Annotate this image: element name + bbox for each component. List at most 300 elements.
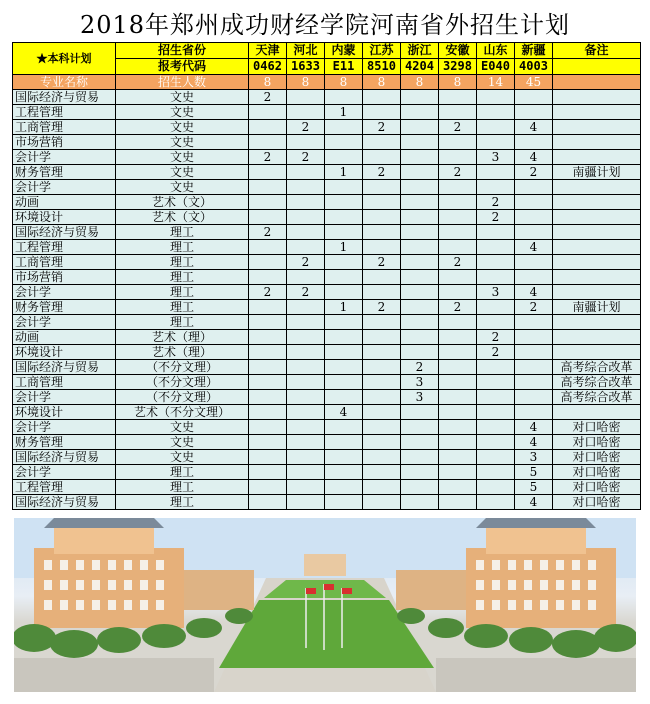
count-cell: [401, 465, 439, 480]
category-cell: 理工: [116, 480, 249, 495]
remark-cell: [553, 195, 641, 210]
count-cell: [325, 90, 363, 105]
table-row: [13, 315, 641, 330]
category-cell: 文史: [116, 90, 249, 105]
category-cell: （不分文理）: [116, 390, 249, 405]
table-row: [13, 270, 641, 285]
category-cell: 艺术（理）: [116, 345, 249, 360]
count-cell: [477, 435, 515, 450]
count-cell: 1: [325, 165, 363, 180]
table-row: [13, 105, 641, 120]
count-cell: [325, 435, 363, 450]
count-cell: [401, 330, 439, 345]
exam-code: E040: [477, 59, 515, 75]
remark-code-empty: [553, 59, 641, 75]
major-name-cell: 市场营销: [13, 270, 116, 285]
table-row: [13, 120, 641, 135]
count-cell: [249, 315, 287, 330]
table-row: [13, 210, 641, 225]
plan-rows: [13, 90, 641, 510]
count-cell: [477, 135, 515, 150]
count-cell: [363, 105, 401, 120]
count-cell: [249, 465, 287, 480]
count-cell: [477, 120, 515, 135]
count-cell: [249, 405, 287, 420]
count-cell: [287, 465, 325, 480]
count-cell: [287, 105, 325, 120]
count-cell: [287, 450, 325, 465]
plan-type-label: ★本科计划: [13, 43, 116, 75]
count-cell: [287, 270, 325, 285]
count-cell: [249, 345, 287, 360]
exam-code: E11: [325, 59, 363, 75]
count-cell: 2: [249, 90, 287, 105]
remark-cell: 对口哈密: [553, 465, 641, 480]
count-cell: [401, 480, 439, 495]
count-cell: [515, 210, 553, 225]
remark-cell: [553, 315, 641, 330]
major-name-cell: 会计学: [13, 150, 116, 165]
category-cell: 文史: [116, 135, 249, 150]
count-cell: [363, 225, 401, 240]
table-row: [13, 465, 641, 480]
count-cell: [249, 120, 287, 135]
exam-code: 4003: [515, 59, 553, 75]
remark-cell: 对口哈密: [553, 420, 641, 435]
count-cell: [287, 180, 325, 195]
count-cell: 2: [249, 285, 287, 300]
count-cell: [249, 195, 287, 210]
count-cell: [325, 330, 363, 345]
count-cell: [325, 120, 363, 135]
header-row-quotas: [13, 75, 641, 90]
category-cell: 艺术（理）: [116, 330, 249, 345]
count-cell: 2: [401, 360, 439, 375]
major-name-cell: 国际经济与贸易: [13, 360, 116, 375]
exam-code: 4204: [401, 59, 439, 75]
count-cell: [325, 420, 363, 435]
count-cell: 2: [363, 165, 401, 180]
count-cell: [325, 225, 363, 240]
count-cell: [401, 240, 439, 255]
count-cell: [325, 180, 363, 195]
count-cell: [363, 495, 401, 510]
count-cell: 4: [515, 420, 553, 435]
count-cell: [249, 480, 287, 495]
quota-value: 8: [287, 75, 325, 90]
category-cell: （不分文理）: [116, 360, 249, 375]
count-cell: 2: [287, 120, 325, 135]
count-cell: [287, 135, 325, 150]
table-row: [13, 375, 641, 390]
campus-photo: [14, 518, 636, 692]
count-cell: [515, 195, 553, 210]
category-cell: 文史: [116, 165, 249, 180]
table-row: [13, 480, 641, 495]
count-cell: [439, 210, 477, 225]
count-cell: [477, 270, 515, 285]
province-name: 天津: [249, 43, 287, 59]
count-cell: [439, 435, 477, 450]
table-row: [13, 150, 641, 165]
major-name-cell: 国际经济与贸易: [13, 495, 116, 510]
table-row: [13, 390, 641, 405]
category-cell: 艺术（文）: [116, 195, 249, 210]
province-name: 内蒙: [325, 43, 363, 59]
province-name: 安徽: [439, 43, 477, 59]
count-cell: 2: [363, 255, 401, 270]
major-name-cell: 工程管理: [13, 240, 116, 255]
count-cell: 3: [477, 150, 515, 165]
count-cell: [401, 495, 439, 510]
remark-cell: 南疆计划: [553, 300, 641, 315]
count-cell: [249, 375, 287, 390]
table-row: [13, 345, 641, 360]
count-cell: [249, 240, 287, 255]
count-cell: [287, 480, 325, 495]
count-cell: 4: [515, 120, 553, 135]
count-cell: [477, 465, 515, 480]
count-cell: [439, 375, 477, 390]
major-name-cell: 动画: [13, 330, 116, 345]
count-cell: [287, 375, 325, 390]
count-cell: 1: [325, 105, 363, 120]
category-cell: 理工: [116, 495, 249, 510]
category-cell: 理工: [116, 240, 249, 255]
remark-cell: [553, 120, 641, 135]
count-cell: 4: [325, 405, 363, 420]
count-cell: [287, 90, 325, 105]
remark-cell: [553, 150, 641, 165]
count-cell: [439, 450, 477, 465]
count-cell: [287, 435, 325, 450]
count-cell: [325, 375, 363, 390]
count-cell: [325, 480, 363, 495]
count-cell: [477, 180, 515, 195]
category-cell: 理工: [116, 285, 249, 300]
quota-value: 8: [401, 75, 439, 90]
major-name-cell: 财务管理: [13, 435, 116, 450]
count-cell: [477, 240, 515, 255]
enrollment-plan-table: [12, 42, 641, 510]
count-cell: 2: [515, 300, 553, 315]
count-cell: 4: [515, 435, 553, 450]
remark-cell: 对口哈密: [553, 495, 641, 510]
table-row: [13, 225, 641, 240]
remark-cell: [553, 225, 641, 240]
count-cell: [439, 150, 477, 165]
count-cell: [515, 390, 553, 405]
count-cell: [325, 210, 363, 225]
count-cell: 3: [401, 390, 439, 405]
table-row: [13, 405, 641, 420]
table-row: [13, 135, 641, 150]
count-cell: [515, 105, 553, 120]
count-cell: [249, 165, 287, 180]
count-cell: [287, 495, 325, 510]
remark-cell: [553, 135, 641, 150]
category-cell: 理工: [116, 315, 249, 330]
count-cell: [325, 345, 363, 360]
count-cell: 2: [439, 255, 477, 270]
major-name-cell: 环境设计: [13, 210, 116, 225]
count-cell: [439, 495, 477, 510]
count-cell: [439, 465, 477, 480]
count-cell: 2: [439, 165, 477, 180]
count-cell: 2: [249, 225, 287, 240]
table-row: [13, 330, 641, 345]
table-row: [13, 195, 641, 210]
major-name-cell: 会计学: [13, 180, 116, 195]
quota-value: 45: [515, 75, 553, 90]
count-cell: [363, 240, 401, 255]
count-cell: [325, 315, 363, 330]
count-cell: [477, 480, 515, 495]
count-cell: [249, 330, 287, 345]
count-cell: [325, 285, 363, 300]
count-cell: [249, 450, 287, 465]
count-cell: 4: [515, 495, 553, 510]
count-cell: [477, 390, 515, 405]
count-cell: [515, 225, 553, 240]
count-cell: 5: [515, 465, 553, 480]
table-row: [13, 300, 641, 315]
count-cell: [401, 270, 439, 285]
count-cell: [249, 435, 287, 450]
count-cell: [401, 255, 439, 270]
category-cell: 文史: [116, 450, 249, 465]
count-cell: [249, 390, 287, 405]
count-cell: [401, 105, 439, 120]
province-name: 浙江: [401, 43, 439, 59]
count-cell: [515, 90, 553, 105]
count-cell: [249, 135, 287, 150]
count-cell: 2: [439, 300, 477, 315]
quota-remark-empty: [553, 75, 641, 90]
major-name-cell: 会计学: [13, 390, 116, 405]
code-header-label: 报考代码: [116, 59, 249, 75]
remark-cell: [553, 270, 641, 285]
category-cell: 文史: [116, 105, 249, 120]
count-cell: [515, 375, 553, 390]
count-cell: 2: [287, 285, 325, 300]
count-cell: [477, 375, 515, 390]
table-row: [13, 165, 641, 180]
major-name-cell: 工商管理: [13, 375, 116, 390]
count-cell: [439, 180, 477, 195]
remark-cell: 对口哈密: [553, 480, 641, 495]
count-cell: 4: [515, 240, 553, 255]
count-cell: [363, 195, 401, 210]
count-cell: [439, 330, 477, 345]
count-cell: [363, 330, 401, 345]
count-cell: 1: [325, 240, 363, 255]
count-cell: [515, 135, 553, 150]
count-cell: 2: [287, 150, 325, 165]
province-header-label: 招生省份: [116, 43, 249, 59]
count-cell: [363, 315, 401, 330]
remark-cell: 高考综合改革: [553, 390, 641, 405]
count-cell: [287, 210, 325, 225]
table-row: [13, 450, 641, 465]
count-cell: [401, 180, 439, 195]
count-cell: 4: [515, 150, 553, 165]
count-cell: [249, 210, 287, 225]
count-cell: [439, 480, 477, 495]
exam-code: 3298: [439, 59, 477, 75]
remark-cell: [553, 345, 641, 360]
count-cell: [249, 420, 287, 435]
count-cell: 2: [287, 255, 325, 270]
count-cell: [325, 465, 363, 480]
major-name-cell: 国际经济与贸易: [13, 90, 116, 105]
count-cell: [439, 135, 477, 150]
count-cell: 2: [363, 300, 401, 315]
remark-cell: [553, 210, 641, 225]
table-row: [13, 495, 641, 510]
remark-header: 备注: [553, 43, 641, 59]
major-name-cell: 环境设计: [13, 405, 116, 420]
count-cell: 4: [515, 285, 553, 300]
count-cell: [287, 315, 325, 330]
major-name-cell: 国际经济与贸易: [13, 450, 116, 465]
count-cell: [439, 405, 477, 420]
count-cell: 2: [477, 210, 515, 225]
major-name-cell: 工商管理: [13, 120, 116, 135]
count-cell: [439, 105, 477, 120]
count-cell: [249, 255, 287, 270]
count-cell: [477, 405, 515, 420]
count-cell: [401, 210, 439, 225]
quota-value: 8: [439, 75, 477, 90]
count-cell: [287, 420, 325, 435]
remark-cell: [553, 405, 641, 420]
category-cell: 理工: [116, 270, 249, 285]
table-row: [13, 255, 641, 270]
count-cell: 2: [249, 150, 287, 165]
major-name-cell: 工程管理: [13, 105, 116, 120]
remark-cell: [553, 255, 641, 270]
province-name: 新疆: [515, 43, 553, 59]
remark-cell: 对口哈密: [553, 435, 641, 450]
major-name-cell: 会计学: [13, 285, 116, 300]
table-row: [13, 90, 641, 105]
count-cell: [439, 345, 477, 360]
count-cell: [363, 390, 401, 405]
count-cell: [363, 180, 401, 195]
major-name-cell: 财务管理: [13, 165, 116, 180]
count-cell: [477, 105, 515, 120]
count-cell: [477, 90, 515, 105]
count-cell: [439, 195, 477, 210]
count-cell: [287, 165, 325, 180]
count-cell: [515, 270, 553, 285]
category-cell: 理工: [116, 225, 249, 240]
remark-cell: 南疆计划: [553, 165, 641, 180]
count-cell: [287, 225, 325, 240]
count-cell: 2: [515, 165, 553, 180]
count-cell: [325, 270, 363, 285]
count-cell: [363, 270, 401, 285]
count-cell: [287, 300, 325, 315]
count-cell: [325, 255, 363, 270]
count-cell: [363, 465, 401, 480]
count-cell: [477, 255, 515, 270]
count-cell: [287, 405, 325, 420]
count-cell: [515, 345, 553, 360]
table-row: [13, 435, 641, 450]
table-row: [13, 360, 641, 375]
count-cell: [325, 150, 363, 165]
count-cell: [249, 270, 287, 285]
count-cell: [249, 105, 287, 120]
count-cell: [363, 345, 401, 360]
category-cell: 理工: [116, 465, 249, 480]
count-cell: [287, 195, 325, 210]
count-cell: [249, 360, 287, 375]
count-cell: [477, 165, 515, 180]
province-name: 江苏: [363, 43, 401, 59]
count-cell: [325, 450, 363, 465]
count-cell: [401, 165, 439, 180]
count-cell: [401, 405, 439, 420]
quota-value: 8: [249, 75, 287, 90]
remark-cell: [553, 90, 641, 105]
major-name-cell: 国际经济与贸易: [13, 225, 116, 240]
count-cell: [363, 360, 401, 375]
remark-cell: 高考综合改革: [553, 360, 641, 375]
count-cell: [363, 480, 401, 495]
count-cell: [325, 135, 363, 150]
category-cell: （不分文理）: [116, 375, 249, 390]
remark-cell: 高考综合改革: [553, 375, 641, 390]
count-cell: [515, 255, 553, 270]
count-cell: [515, 360, 553, 375]
count-cell: [439, 285, 477, 300]
quota-value: 14: [477, 75, 515, 90]
exam-code: 0462: [249, 59, 287, 75]
count-cell: 1: [325, 300, 363, 315]
count-cell: [363, 285, 401, 300]
count-cell: [325, 360, 363, 375]
remark-cell: 对口哈密: [553, 450, 641, 465]
count-cell: [363, 210, 401, 225]
count-cell: 2: [363, 120, 401, 135]
count-cell: [287, 240, 325, 255]
count-cell: [401, 135, 439, 150]
count-cell: [363, 150, 401, 165]
count-cell: [401, 345, 439, 360]
category-cell: 理工: [116, 255, 249, 270]
header-row-provinces: [13, 43, 641, 59]
count-cell: [325, 495, 363, 510]
category-cell: 艺术（文）: [116, 210, 249, 225]
province-name: 山东: [477, 43, 515, 59]
major-name-cell: 会计学: [13, 315, 116, 330]
remark-cell: [553, 240, 641, 255]
count-cell: [287, 330, 325, 345]
major-name-cell: 会计学: [13, 465, 116, 480]
count-cell: [439, 390, 477, 405]
count-cell: [287, 345, 325, 360]
category-cell: 文史: [116, 180, 249, 195]
category-cell: 文史: [116, 120, 249, 135]
count-cell: [477, 300, 515, 315]
count-cell: [325, 195, 363, 210]
category-cell: 文史: [116, 150, 249, 165]
count-cell: [477, 495, 515, 510]
count-cell: [401, 435, 439, 450]
